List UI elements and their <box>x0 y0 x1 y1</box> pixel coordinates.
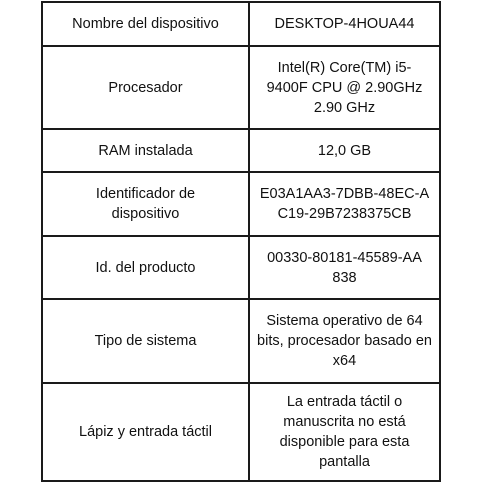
device-specs-table <box>41 1 441 482</box>
table-row <box>42 236 440 299</box>
row-label-pen-touch: Lápiz y entrada táctil <box>42 383 249 481</box>
row-label-device-name: Nombre del dispositivo <box>42 2 249 46</box>
table-row <box>42 129 440 172</box>
table-row <box>42 172 440 236</box>
row-label-product-id: Id. del producto <box>42 236 249 299</box>
row-label-device-id: Identificador de dispositivo <box>42 172 249 236</box>
row-value-installed-ram: 12,0 GB <box>249 129 440 172</box>
row-value-system-type: Sistema operativo de 64 bits, procesador basado en x64 <box>249 299 440 383</box>
table-row <box>42 46 440 129</box>
row-value-device-id: E03A1AA3-7DBB-48EC-AC19-29B7238375CB <box>249 172 440 236</box>
row-label-processor: Procesador <box>42 46 249 129</box>
row-label-installed-ram: RAM instalada <box>42 129 249 172</box>
table-row <box>42 383 440 481</box>
table-row <box>42 299 440 383</box>
row-value-pen-touch: La entrada táctil o manuscrita no está disponible para esta pantalla <box>249 383 440 481</box>
row-value-processor: Intel(R) Core(TM) i5-9400F CPU @ 2.90GHz 2.90 GHz <box>249 46 440 129</box>
row-value-device-name: DESKTOP-4HOUA44 <box>249 2 440 46</box>
row-value-product-id: 00330-80181-45589-AA838 <box>249 236 440 299</box>
row-label-system-type: Tipo de sistema <box>42 299 249 383</box>
table-row <box>42 2 440 46</box>
